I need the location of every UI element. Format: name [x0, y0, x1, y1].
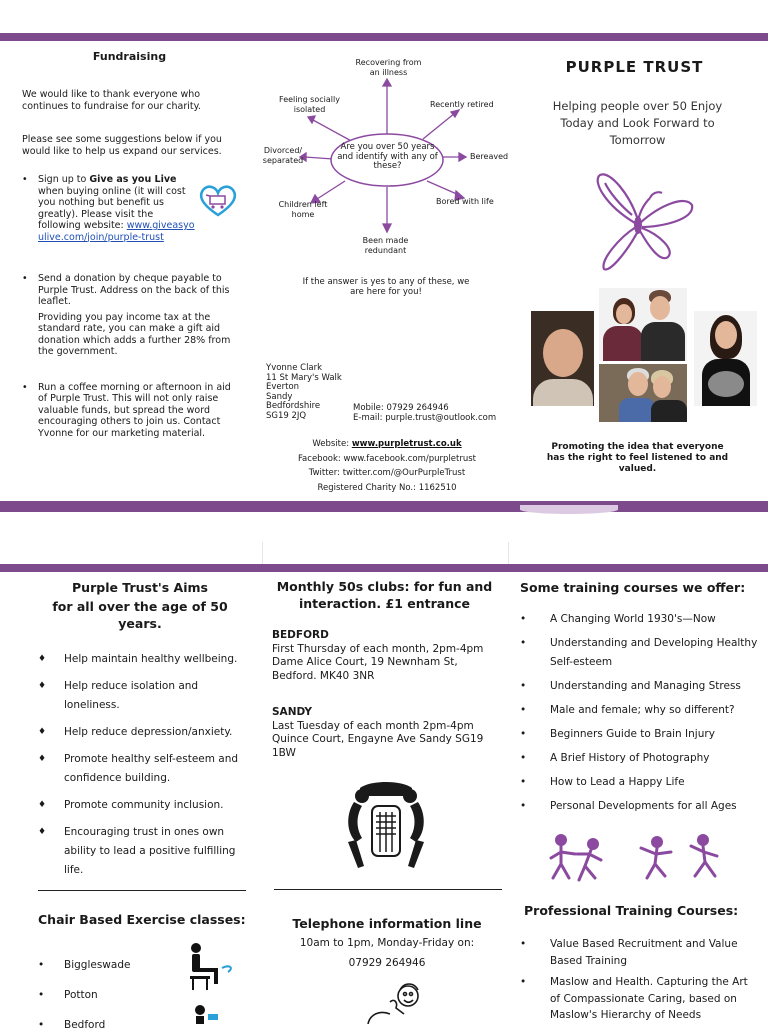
- label-recovering: Recovering from an illness: [355, 58, 422, 77]
- professional-item: • Maslow and Health. Capturing the Art of Compassionate Caring, based on Maslow's Hierarchy of Needs: [520, 974, 760, 1024]
- fundraising-bullet-giveasyoulive: [22, 174, 198, 243]
- sandy-details: Last Tuesday of each month 2pm-4pm Quince Court, Engayne Ave Sandy SG19 1BW: [272, 719, 484, 759]
- charity-number: Registered Charity No.: 1162510: [317, 482, 457, 493]
- label-isolated: Feeling socially isolated: [279, 95, 340, 114]
- telephone-hours: 10am to 1pm, Monday-Friday on:: [299, 937, 475, 949]
- address-line: Everton: [266, 382, 300, 392]
- arrow-bored: [427, 181, 459, 195]
- exercise-item: • Bedford: [38, 1017, 178, 1033]
- professional-title: Professional Training Courses:: [524, 903, 739, 918]
- contact-name: Yvonne Clark: [266, 363, 323, 373]
- clubs-bedford: [272, 629, 497, 683]
- clubs-sandy: [272, 706, 497, 760]
- training-item: • Personal Developments for all Ages: [520, 797, 760, 816]
- website-link[interactable]: www.purpletrust.co.uk: [351, 439, 462, 449]
- twitter-link[interactable]: Twitter: twitter.com/@OurPurpleTrust: [308, 468, 466, 478]
- label-bored: Bored with life: [436, 197, 494, 206]
- aims-item: ♦ Help reduce isolation and loneliness.: [38, 677, 250, 715]
- contact-email: E-mail: purple.trust@outlook.com: [353, 413, 497, 423]
- photo-older-man: [531, 311, 594, 406]
- arrow-children: [317, 181, 345, 199]
- exercise-item: • Potton: [38, 987, 178, 1003]
- website-row: [262, 437, 512, 452]
- giveasyoulive-name: Give as you Live: [89, 174, 177, 185]
- label-redundant: Been made redundant: [362, 236, 409, 255]
- gift-aid-text: Providing you pay income tax at the standard rate, you can make a gift aid donation which adds a further 28% from the government.: [38, 311, 231, 357]
- arrow-isolated: [313, 120, 355, 143]
- photo-couple-1: [599, 288, 687, 361]
- training-item: • Beginners Guide to Brain Injury: [520, 725, 760, 744]
- lower-band: [0, 564, 768, 572]
- fundraising-bullet-coffee: [22, 382, 233, 440]
- aims-title: Purple Trust's Aims: [72, 580, 208, 595]
- aims-item: ♦ Promote healthy self-esteem and confidence building.: [38, 750, 250, 788]
- address-line: 11 St Mary's Walk: [266, 372, 342, 383]
- aims-panel: [30, 580, 250, 632]
- professional-list: [520, 936, 760, 1024]
- training-item: • How to Lead a Happy Life: [520, 773, 760, 792]
- chair-exercise-icon: [186, 942, 236, 1024]
- address-line: Bedfordshire: [266, 401, 321, 411]
- bedford-heading: BEDFORD: [272, 629, 329, 641]
- web-links: [262, 437, 512, 495]
- training-title: Some training courses we offer:: [520, 580, 746, 595]
- aims-subtitle: for all over the age of 50 years.: [52, 599, 228, 631]
- clubs-divider: [274, 889, 502, 890]
- telephone-number[interactable]: 07929 264946: [348, 957, 426, 969]
- exercise-title: Chair Based Exercise classes:: [38, 912, 246, 927]
- website-label: Website:: [312, 439, 352, 449]
- training-item: • Male and female; why so different?: [520, 701, 760, 720]
- jukebox-dancers-icon: [340, 782, 432, 874]
- label-bereaved: Bereaved: [470, 152, 509, 161]
- coffee-text: Run a coffee morning or afternoon in aid of Purple Trust. This will not only raise valuable funds, but spread the word encouraging others to join us. Contact Yvonne for our marketing material.: [38, 381, 231, 439]
- training-item: • A Changing World 1930's—Now: [520, 610, 760, 629]
- photo-woman-dog: [694, 311, 757, 406]
- training-list: [520, 610, 760, 816]
- heart-basket-icon: [198, 185, 238, 217]
- top-band: [0, 33, 768, 41]
- sandy-heading: SANDY: [272, 706, 313, 718]
- address-line: SG19 2JQ: [266, 410, 307, 421]
- label-children: Children left home: [278, 200, 328, 219]
- clubs-title: Monthly 50s clubs: for fun and interaction. £1 entrance: [276, 579, 493, 611]
- middle-band: [0, 501, 768, 512]
- label-divorced: Divorced/ separated: [262, 146, 304, 165]
- column-separator: [262, 542, 263, 564]
- telephone-cartoon-icon: [360, 980, 430, 1024]
- aims-item: ♦ Help maintain healthy wellbeing.: [38, 650, 250, 669]
- bedford-details: First Thursday of each month, 2pm-4pm Dame Alice Court, 19 Newnham St, Bedford. MK40 3NR: [272, 642, 484, 682]
- exercise-item: • Biggleswade: [38, 957, 178, 973]
- fundraising-suggest: Please see some suggestions below if you would like to help us expand our services.: [22, 134, 222, 157]
- arrow-retired: [423, 113, 455, 139]
- professional-item: • Value Based Recruitment and Value Based Training: [520, 936, 760, 969]
- exercise-list: [38, 957, 178, 1033]
- training-item: • A Brief History of Photography: [520, 749, 760, 768]
- cover-title: PURPLE TRUST: [565, 58, 704, 76]
- fundraising-bullet-donation: [22, 273, 233, 358]
- fundraising-panel: [22, 50, 237, 439]
- label-retired: Recently retired: [430, 100, 494, 109]
- b1-rest: when buying online (it will cost you nothing but benefit us greatly). Please visit the following website:: [38, 185, 186, 231]
- giveasyoulive-link[interactable]: www.giveasyoulive.com/join/purple-trust: [38, 220, 195, 243]
- fundraising-title: Fundraising: [92, 50, 167, 63]
- butterfly-logo: [590, 165, 695, 275]
- aims-item: ♦ Help reduce depression/anxiety.: [38, 723, 250, 742]
- aims-divider: [38, 890, 246, 891]
- cover-promo: Promoting the idea that everyone has the right to feel listened to and valued.: [546, 442, 729, 474]
- aims-item: ♦ Promote community inclusion.: [38, 796, 250, 815]
- facebook-link[interactable]: Facebook: www.facebook.com/purpletrust: [297, 453, 477, 464]
- telephone-title: Telephone information line: [292, 916, 482, 931]
- aims-list: [38, 650, 250, 880]
- fundraising-intro: We would like to thank everyone who continues to fundraise for our charity.: [22, 89, 201, 112]
- contact-address: [266, 364, 356, 421]
- arrow-divorced: [305, 157, 333, 159]
- cover-tagline: Helping people over 50 Enjoy Today and Look Forward to Tomorrow: [552, 99, 723, 147]
- answer-text: If the answer is yes to any of these, we are here for you!: [302, 277, 470, 297]
- training-item: • Understanding and Developing Healthy Self-esteem: [520, 634, 760, 672]
- purple-people-icon: [545, 832, 725, 884]
- band-arc: [520, 505, 618, 514]
- column-separator: [508, 542, 509, 564]
- training-item: • Understanding and Managing Stress: [520, 677, 760, 696]
- donation-text: • Send a donation by cheque payable to Purple Trust. Address on the back of this leaflet.: [38, 273, 230, 307]
- photo-couple-2: [599, 364, 687, 422]
- center-question: Are you over 50 years and identify with any of these?: [337, 142, 438, 171]
- aims-item: ♦ Encouraging trust in ones own ability to lead a positive fulfilling life.: [38, 823, 250, 880]
- contact-mobile: Mobile: 07929 264946: [353, 403, 449, 413]
- address-line: Sandy: [266, 391, 293, 402]
- b1-pre: Sign up to: [38, 174, 90, 185]
